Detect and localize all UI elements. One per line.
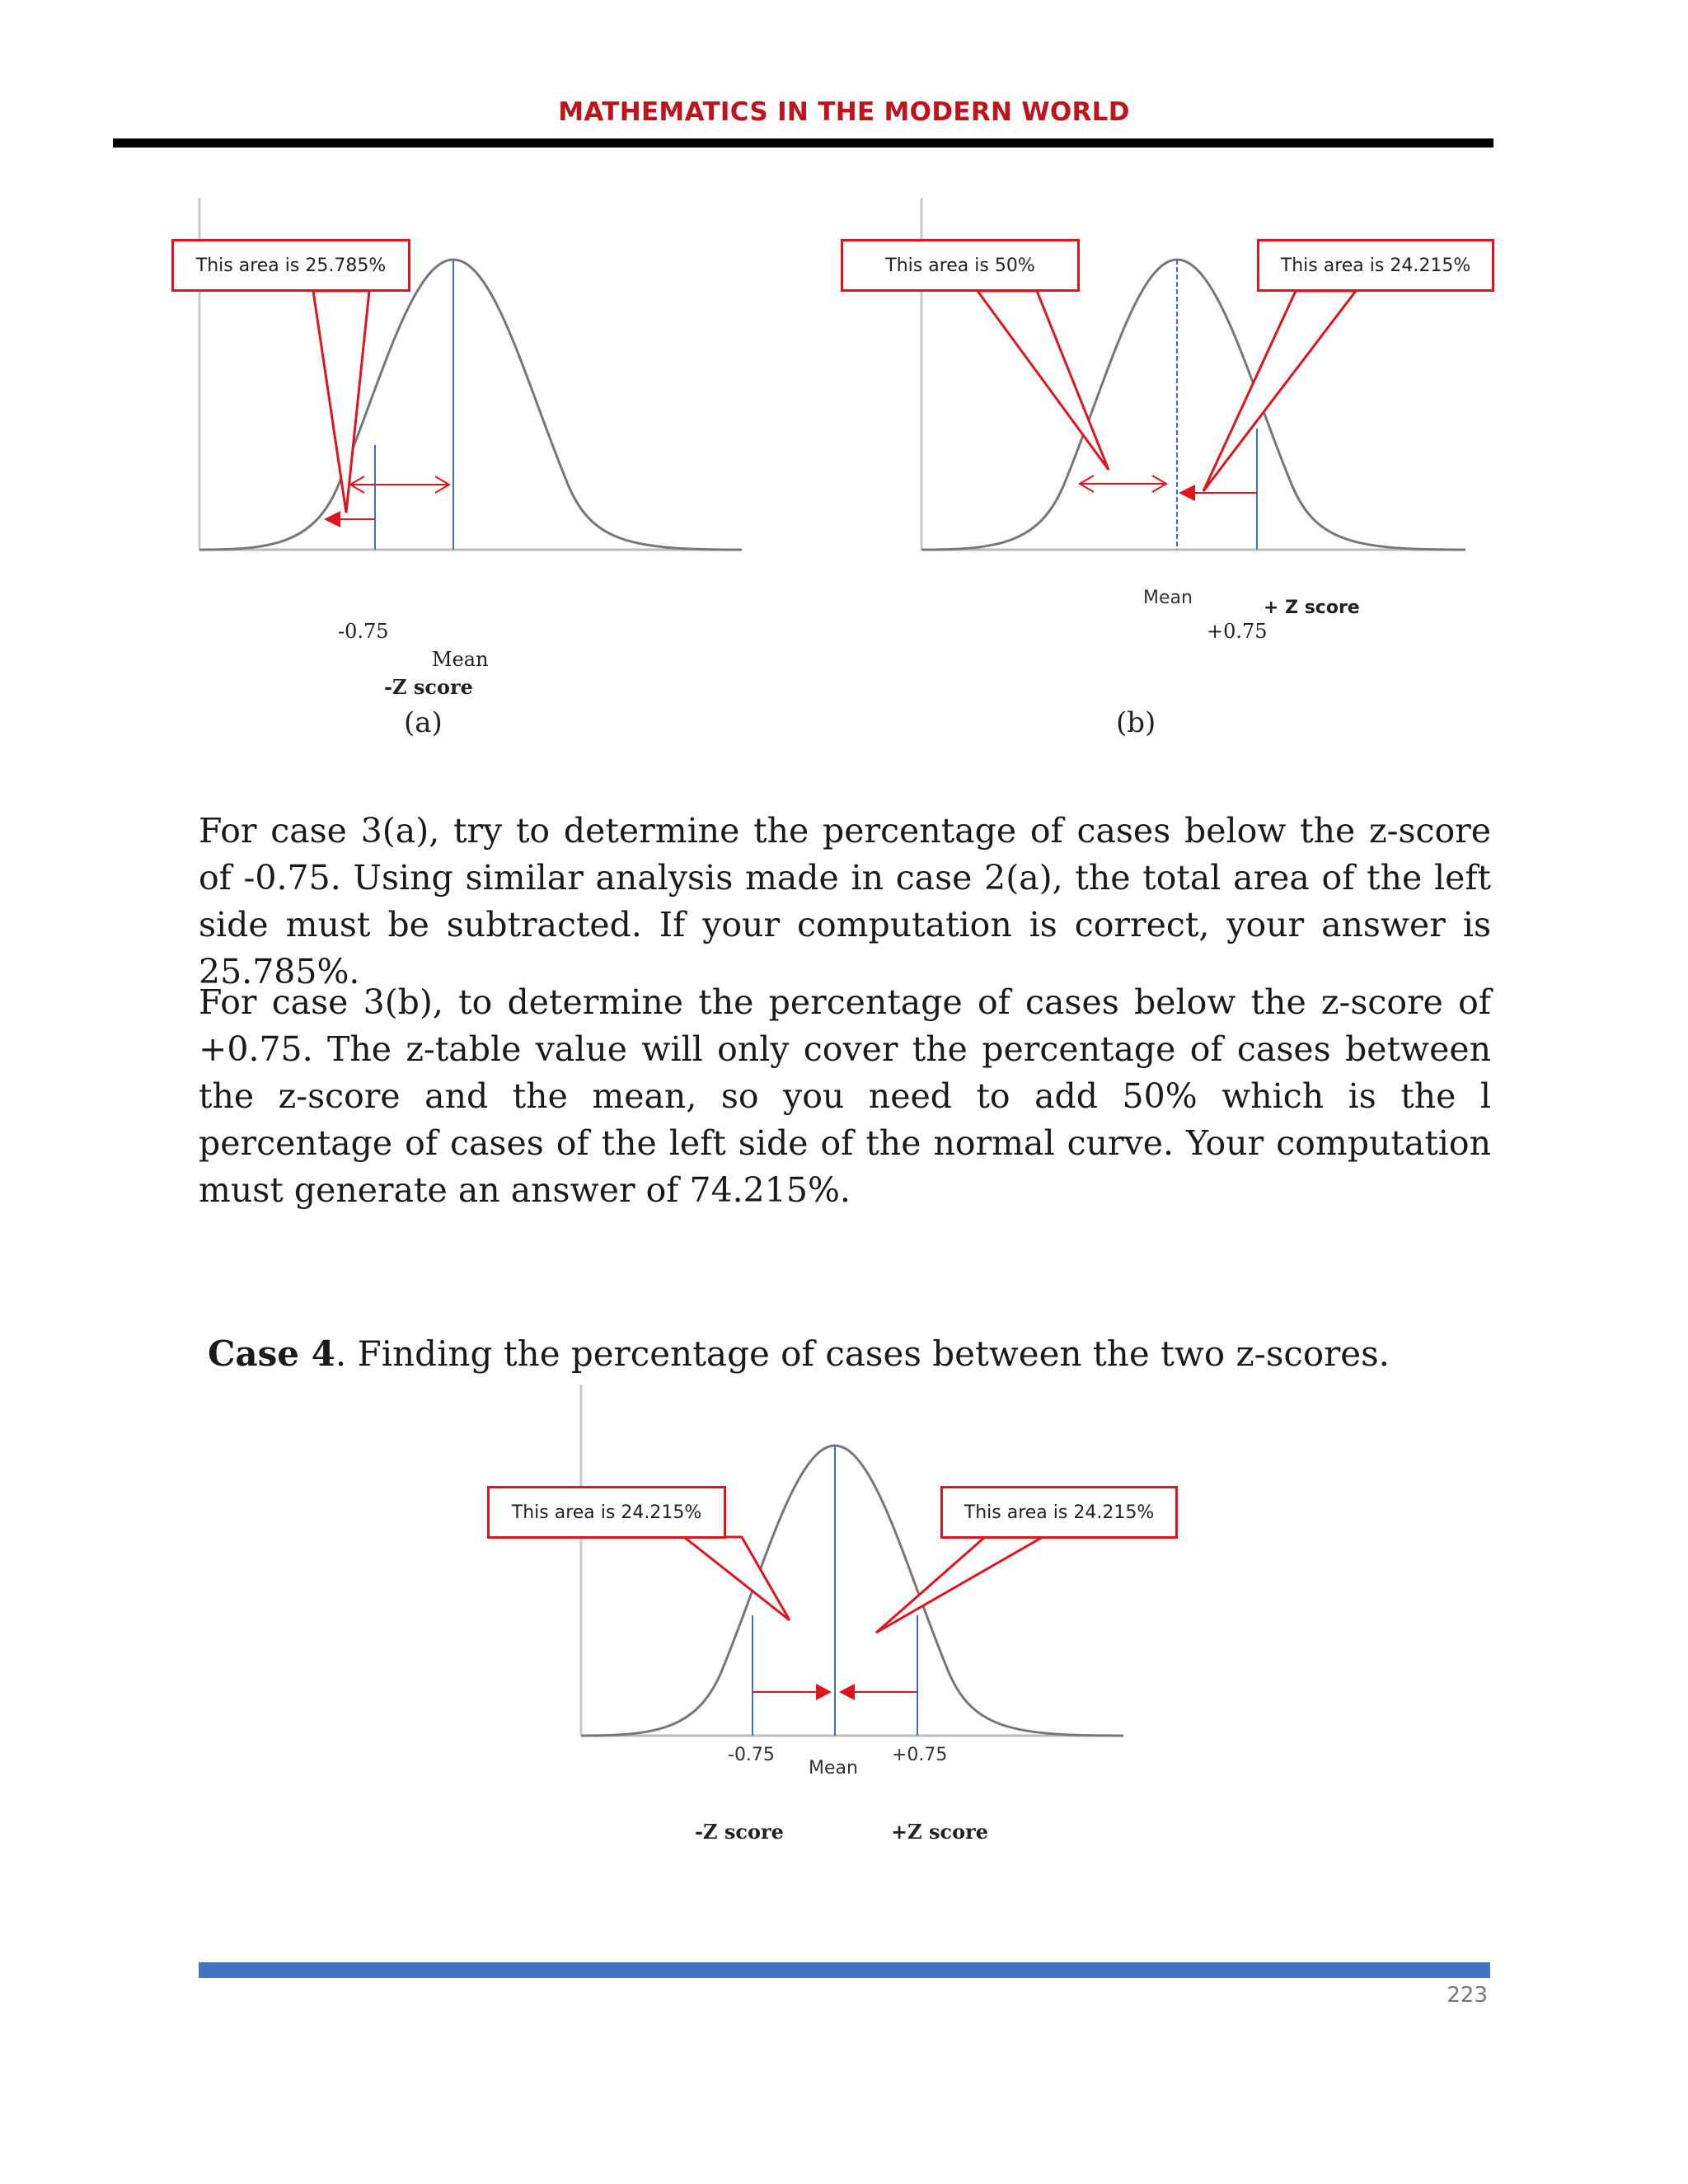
figure-c-right-callout-pointer	[876, 1537, 1043, 1633]
figure-a-caption: (a)	[404, 706, 443, 739]
figure-b-left-callout: This area is 50%	[841, 239, 1080, 292]
case-4-text: . Finding the percentage of cases between the two z-scores.	[335, 1333, 1390, 1374]
page-header-title: MATHEMATICS IN THE MODERN WORLD	[558, 97, 1130, 127]
figure-c-left-callout-pointer	[684, 1537, 790, 1620]
figure-c-right-arrowhead	[839, 1684, 855, 1700]
figure-a-mean-label: Mean	[432, 648, 489, 671]
figure-a-callout: This area is 25.785%	[171, 239, 410, 292]
figure-c-left-callout: This area is 24.215%	[487, 1486, 726, 1539]
figure-b-caption: (b)	[1116, 706, 1156, 739]
paragraph-case-3a: For case 3(a), try to determine the percentage of cases below the z-score of -0.75. Using similar analysis made in case 2(a), the total area of the left side must be subtracted. If your computation is correct, your answer is 25.785%.	[199, 811, 1491, 991]
figure-a-z-label: -Z score	[384, 675, 473, 699]
figure-b-right-callout: This area is 24.215%	[1257, 239, 1494, 292]
figure-c-graphics	[581, 1385, 1123, 1736]
figure-a-z-value: -0.75	[338, 620, 389, 643]
figure-c-left-arrowhead	[816, 1684, 832, 1700]
paragraph-case-3b: For case 3(b), to determine the percentage of cases below the z-score of +0.75. The z-table value will only cover the percentage of cases between the z-score and the mean, so you need to add 50% which is the l percentage of cases of the left side of the normal curve. Your computation must generate an answer of 74.215%.	[199, 982, 1491, 1210]
figure-c-mean-label: Mean	[809, 1758, 858, 1779]
figure-b-z-label: + Z score	[1264, 598, 1360, 618]
figure-c-right-callout: This area is 24.215%	[940, 1486, 1178, 1539]
figure-c-pos-z-label: +Z score	[891, 1820, 989, 1844]
footer-rule	[199, 1962, 1490, 1978]
case-4-label: Case 4	[208, 1333, 335, 1374]
figure-c-pos-z-value: +0.75	[892, 1745, 948, 1765]
figure-b-mean-label: Mean	[1143, 588, 1193, 608]
figure-b-z-value: +0.75	[1207, 620, 1268, 643]
figure-c-neg-z-value: -0.75	[728, 1745, 775, 1765]
page-number: 223	[1447, 1983, 1488, 2008]
figure-c-neg-z-label: -Z score	[695, 1820, 784, 1844]
